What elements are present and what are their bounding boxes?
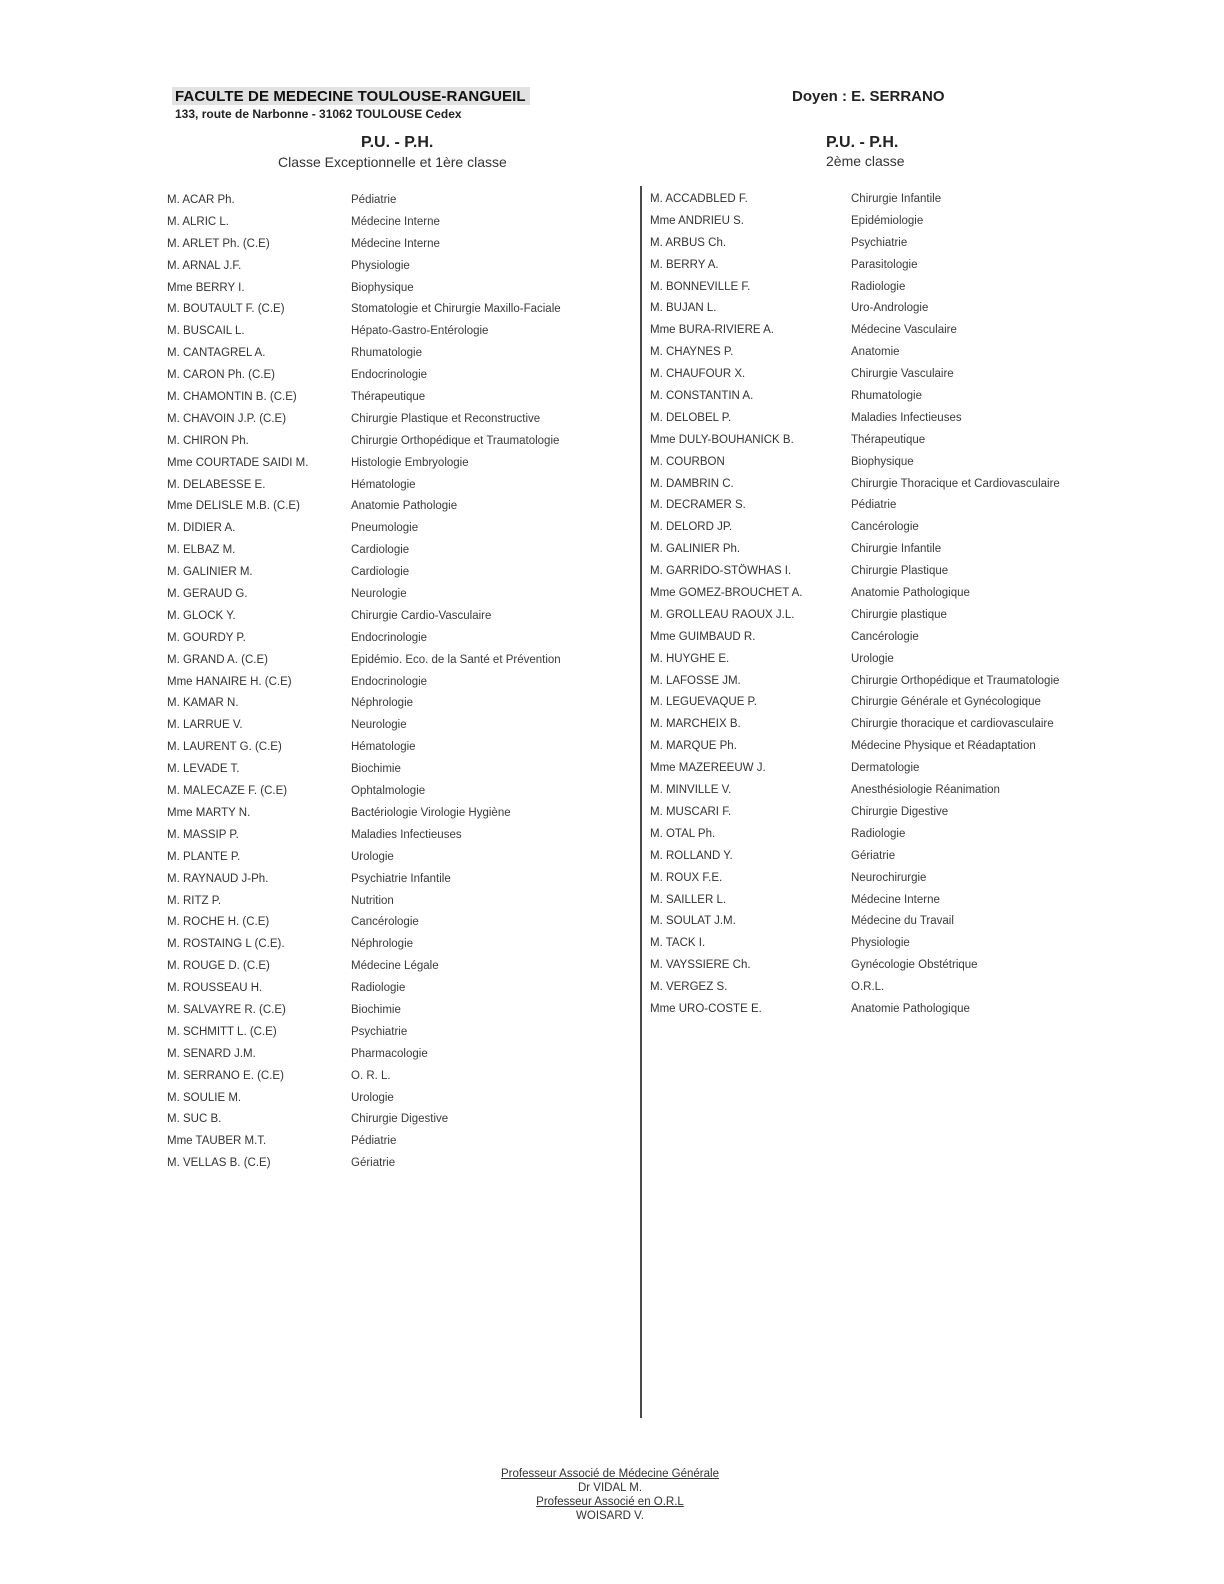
professor-row (167, 347, 607, 369)
professor-row (167, 522, 607, 544)
professor-specialty: Médecine Interne (851, 893, 940, 906)
professor-name: M. BOUTAULT F. (C.E) (167, 303, 285, 316)
professor-row (650, 281, 1100, 303)
professor-specialty: O.R.L. (851, 981, 885, 994)
professor-row (650, 937, 1100, 959)
professor-specialty: Médecine Interne (351, 215, 440, 228)
professor-row (167, 413, 607, 435)
professor-specialty: Chirurgie Générale et Gynécologique (851, 696, 1041, 709)
professor-specialty: Chirurgie Orthopédique et Traumatologie (851, 674, 1060, 687)
professor-specialty: Physiologie (351, 259, 410, 272)
professor-name: M. VERGEZ S. (650, 981, 728, 994)
professor-row (650, 193, 1100, 215)
professor-specialty: Urologie (351, 1091, 394, 1104)
professor-specialty: Pharmacologie (351, 1047, 428, 1060)
professor-name: M. GLOCK Y. (167, 609, 236, 622)
professor-name: M. SAILLER L. (650, 893, 727, 906)
professor-name: M. GRAND A. (C.E) (167, 653, 268, 666)
professor-row (167, 479, 607, 501)
professor-specialty: Chirurgie Digestive (851, 805, 949, 818)
professor-name: M. DELOBEL P. (650, 411, 732, 424)
professor-row (167, 873, 607, 895)
professor-row (650, 456, 1100, 478)
professor-row (167, 544, 607, 566)
faculty-title: FACULTE DE MEDECINE TOULOUSE-RANGUEIL (172, 87, 530, 105)
professor-specialty: Cancérologie (851, 521, 919, 534)
footer-person-2: WOISARD V. (576, 1510, 644, 1522)
left-column-title: P.U. - P.H. (361, 134, 434, 151)
professor-name: M. SENARD J.M. (167, 1047, 256, 1060)
professor-row (167, 807, 607, 829)
professor-row (167, 1157, 607, 1179)
professor-name: Mme GUIMBAUD R. (650, 630, 756, 643)
professor-row (650, 981, 1100, 1003)
professor-name: M. SOULAT J.M. (650, 915, 736, 928)
professor-name: M. TACK I. (650, 937, 706, 950)
professor-row (650, 215, 1100, 237)
column-divider (640, 186, 642, 1418)
professor-specialty: Radiologie (851, 280, 906, 293)
professor-specialty: Anatomie Pathologique (851, 587, 970, 600)
professor-name: M. SCHMITT L. (C.E) (167, 1025, 277, 1038)
professor-specialty: Radiologie (851, 827, 906, 840)
professor-name: M. BUJAN L. (650, 302, 717, 315)
professor-name: M. ARLET Ph. (C.E) (167, 237, 270, 250)
professor-row (167, 369, 607, 391)
professor-specialty: Rhumatologie (851, 390, 922, 403)
professor-name: M. GALINIER M. (167, 566, 253, 579)
professor-row (167, 851, 607, 873)
professor-specialty: Histologie Embryologie (351, 456, 469, 469)
professor-name: M. SALVAYRE R. (C.E) (167, 1003, 286, 1016)
professor-row (167, 260, 607, 282)
professor-specialty: Anatomie (851, 346, 900, 359)
professor-specialty: Neurologie (351, 719, 407, 732)
professor-name: M. MARQUE Ph. (650, 740, 737, 753)
professor-specialty: Chirurgie Infantile (851, 193, 942, 205)
professor-name: Mme DULY-BOUHANICK B. (650, 433, 794, 446)
professor-name: M. DECRAMER S. (650, 499, 746, 512)
professor-name: M. COURBON (650, 455, 725, 468)
professor-row (650, 302, 1100, 324)
professor-name: M. SERRANO E. (C.E) (167, 1069, 284, 1082)
professor-name: M. GOURDY P. (167, 631, 246, 644)
professor-specialty: Médecine Vasculaire (851, 324, 957, 337)
professor-specialty: Chirurgie Infantile (851, 543, 942, 556)
professor-name: M. HUYGHE E. (650, 652, 730, 665)
professor-specialty: Anatomie Pathologie (351, 500, 458, 513)
professor-specialty: Neurologie (351, 588, 407, 601)
professor-specialty: Cancérologie (351, 916, 419, 929)
professor-specialty: Radiologie (351, 982, 406, 995)
professor-row (650, 368, 1100, 390)
professor-row (167, 1113, 607, 1135)
professor-specialty: Pneumologie (351, 522, 419, 535)
professor-name: M. GALINIER Ph. (650, 543, 741, 556)
professor-row (650, 390, 1100, 412)
professor-specialty: Médecine du Travail (851, 915, 954, 928)
professor-row (167, 697, 607, 719)
professor-row (650, 543, 1100, 565)
professor-row (167, 588, 607, 610)
professor-name: Mme TAUBER M.T. (167, 1135, 267, 1148)
professor-row (167, 566, 607, 588)
professor-name: M. MASSIP P. (167, 828, 239, 841)
professor-specialty: Cardiologie (351, 566, 410, 579)
professor-name: M. CHIRON Ph. (167, 434, 249, 447)
professor-row (650, 1003, 1100, 1025)
footer-role-2: Professeur Associé en O.R.L (536, 1496, 684, 1508)
professor-row (650, 324, 1100, 346)
professor-specialty: Hématologie (351, 741, 416, 754)
faculty-address: 133, route de Narbonne - 31062 TOULOUSE Cedex (175, 107, 462, 121)
professor-specialty: Nutrition (351, 894, 394, 907)
professor-specialty: Physiologie (851, 937, 910, 950)
professor-name: M. ELBAZ M. (167, 544, 236, 557)
professor-row (167, 785, 607, 807)
professor-specialty: Médecine Interne (351, 237, 440, 250)
professor-row (167, 960, 607, 982)
professor-name: M. OTAL Ph. (650, 827, 716, 840)
professor-name: M. GERAUD G. (167, 588, 248, 601)
professor-name: M. PLANTE P. (167, 850, 241, 863)
professor-specialty: Endocrinologie (351, 675, 428, 688)
professor-name: M. ROUSSEAU H. (167, 982, 263, 995)
professor-specialty: Psychiatrie (851, 236, 908, 249)
professor-name: M. BUSCAIL L. (167, 325, 245, 338)
professor-row (650, 828, 1100, 850)
professor-name: M. DAMBRIN C. (650, 477, 734, 490)
professor-specialty: Gériatrie (851, 849, 896, 862)
professor-name: M. MINVILLE V. (650, 784, 732, 797)
professor-name: M. SUC B. (167, 1113, 222, 1126)
professor-specialty: Bactériologie Virologie Hygiène (351, 806, 511, 819)
professor-specialty: Chirurgie plastique (851, 608, 947, 621)
professor-row (167, 676, 607, 698)
professor-name: M. CHAVOIN J.P. (C.E) (167, 412, 287, 425)
professor-row (650, 609, 1100, 631)
professor-name: M. CHAMONTIN B. (C.E) (167, 391, 297, 404)
professor-name: M. CONSTANTIN A. (650, 390, 754, 403)
professor-row (650, 806, 1100, 828)
professor-row (650, 259, 1100, 281)
professor-specialty: Chirurgie Cardio-Vasculaire (351, 609, 492, 622)
professor-row (650, 237, 1100, 259)
professor-row (650, 784, 1100, 806)
left-professor-list (167, 194, 607, 1179)
professor-row (650, 959, 1100, 981)
professor-specialty: Biochimie (351, 1003, 401, 1016)
professor-row (167, 238, 607, 260)
professor-name: M. MARCHEIX B. (650, 718, 741, 731)
professor-specialty: Anatomie Pathologique (851, 1002, 970, 1015)
professor-name: M. LAFOSSE JM. (650, 674, 741, 687)
professor-specialty: Dermatologie (851, 762, 920, 775)
professor-row (167, 982, 607, 1004)
professor-row (167, 194, 607, 216)
professor-specialty: Chirurgie thoracique et cardiovasculaire (851, 718, 1054, 731)
professor-specialty: Epidémio. Eco. de la Santé et Prévention (351, 653, 561, 666)
professor-row (650, 718, 1100, 740)
professor-name: M. ROUX F.E. (650, 871, 723, 884)
professor-row (167, 1026, 607, 1048)
professor-specialty: Urologie (351, 850, 394, 863)
professor-name: M. LARRUE V. (167, 719, 243, 732)
professor-specialty: Biochimie (351, 763, 401, 776)
professor-name: Mme ANDRIEU S. (650, 214, 744, 227)
professor-row (650, 915, 1100, 937)
professor-row (167, 719, 607, 741)
professor-name: M. BERRY A. (650, 258, 719, 271)
professor-row (167, 1048, 607, 1070)
professor-specialty: Chirurgie Orthopédique et Traumatologie (351, 434, 560, 447)
professor-name: M. CANTAGREL A. (167, 347, 266, 360)
professor-name: M. CHAYNES P. (650, 346, 734, 359)
professor-row (650, 412, 1100, 434)
professor-name: M. ARNAL J.F. (167, 259, 242, 272)
professor-row (650, 740, 1100, 762)
professor-name: M. DELABESSE E. (167, 478, 266, 491)
professor-specialty: Chirurgie Thoracique et Cardiovasculaire (851, 477, 1060, 490)
right-professor-list (650, 193, 1100, 1025)
professor-name: M. ROLLAND Y. (650, 849, 733, 862)
professor-name: M. LAURENT G. (C.E) (167, 741, 282, 754)
professor-name: M. GROLLEAU RAOUX J.L. (650, 608, 795, 621)
professor-name: M. CARON Ph. (C.E) (167, 369, 275, 382)
footer (380, 1467, 840, 1523)
professor-row (167, 1004, 607, 1026)
professor-row (650, 587, 1100, 609)
professor-name: M. ROUGE D. (C.E) (167, 960, 270, 973)
professor-specialty: Stomatologie et Chirurgie Maxillo-Faciale (351, 303, 561, 316)
professor-row (167, 500, 607, 522)
professor-specialty: Néphrologie (351, 938, 414, 951)
professor-specialty: Chirurgie Plastique et Reconstructive (351, 412, 541, 425)
professor-name: M. RITZ P. (167, 894, 222, 907)
professor-row (167, 763, 607, 785)
professor-specialty: Endocrinologie (351, 631, 428, 644)
professor-row (167, 610, 607, 632)
professor-specialty: Biophysique (851, 455, 914, 468)
professor-specialty: Pédiatrie (351, 1135, 397, 1148)
professor-name: M. MALECAZE F. (C.E) (167, 785, 288, 798)
professor-name: M. ARBUS Ch. (650, 236, 727, 249)
professor-specialty: Biophysique (351, 281, 414, 294)
professor-name: M. KAMAR N. (167, 697, 239, 710)
professor-specialty: Urologie (851, 652, 894, 665)
professor-specialty: Thérapeutique (351, 391, 426, 404)
professor-name: Mme MARTY N. (167, 806, 251, 819)
professor-name: Mme COURTADE SAIDI M. (167, 456, 309, 469)
professor-specialty: Médecine Légale (351, 960, 439, 973)
professor-row (167, 1070, 607, 1092)
professor-specialty: O. R. L. (351, 1069, 391, 1082)
professor-row (167, 282, 607, 304)
professor-name: M. VELLAS B. (C.E) (167, 1157, 271, 1170)
professor-specialty: Endocrinologie (351, 369, 428, 382)
professor-specialty: Hématologie (351, 478, 416, 491)
professor-name: Mme BERRY I. (167, 281, 245, 294)
professor-specialty: Thérapeutique (851, 433, 926, 446)
professor-specialty: Maladies Infectieuses (351, 828, 462, 841)
professor-row (167, 632, 607, 654)
professor-name: Mme BURA-RIVIERE A. (650, 324, 774, 337)
professor-row (167, 216, 607, 238)
professor-specialty: Parasitologie (851, 258, 918, 271)
professor-name: M. ROCHE H. (C.E) (167, 916, 270, 929)
professor-specialty: Cardiologie (351, 544, 410, 557)
professor-row (167, 391, 607, 413)
professor-row (167, 654, 607, 676)
professor-specialty: Uro-Andrologie (851, 302, 929, 315)
professor-specialty: Psychiatrie Infantile (351, 872, 451, 885)
professor-row (650, 675, 1100, 697)
professor-specialty: Pédiatrie (851, 499, 897, 512)
professor-row (167, 916, 607, 938)
professor-row (167, 938, 607, 960)
professor-row (167, 303, 607, 325)
professor-specialty: Anesthésiologie Réanimation (851, 784, 1000, 797)
professor-row (650, 521, 1100, 543)
professor-name: M. DELORD JP. (650, 521, 733, 534)
professor-specialty: Médecine Physique et Réadaptation (851, 740, 1036, 753)
professor-row (650, 653, 1100, 675)
professor-row (167, 435, 607, 457)
professor-row (650, 434, 1100, 456)
professor-row (167, 1135, 607, 1157)
professor-name: Mme DELISLE M.B. (C.E) (167, 500, 300, 513)
professor-name: M. VAYSSIERE Ch. (650, 959, 751, 972)
professor-specialty: Neurochirurgie (851, 871, 927, 884)
professor-specialty: Chirurgie Vasculaire (851, 368, 954, 381)
professor-specialty: Cancérologie (851, 630, 919, 643)
professor-row (650, 872, 1100, 894)
professor-name: M. RAYNAUD J-Ph. (167, 872, 269, 885)
professor-row (650, 894, 1100, 916)
footer-person-1: Dr VIDAL M. (577, 1482, 643, 1494)
professor-row (650, 631, 1100, 653)
dean-label: Doyen : E. SERRANO (792, 88, 945, 105)
left-column-subtitle: Classe Exceptionnelle et 1ère classe (278, 154, 507, 170)
professor-specialty: Psychiatrie (351, 1025, 408, 1038)
professor-specialty: Rhumatologie (351, 347, 422, 360)
professor-name: M. MUSCARI F. (650, 805, 732, 818)
professor-name: M. BONNEVILLE F. (650, 280, 751, 293)
professor-specialty: Néphrologie (351, 697, 414, 710)
professor-specialty: Gériatrie (351, 1157, 396, 1170)
professor-name: M. CHAUFOUR X. (650, 368, 746, 381)
professor-name: M. ROSTAING L (C.E). (167, 938, 285, 951)
footer-role-1: Professeur Associé de Médecine Générale (501, 1468, 719, 1480)
professor-row (167, 829, 607, 851)
professor-row (167, 325, 607, 347)
professor-row (650, 696, 1100, 718)
professor-name: M. LEVADE T. (167, 763, 240, 776)
professor-specialty: Ophtalmologie (351, 785, 426, 798)
professor-name: M. LEGUEVAQUE P. (650, 696, 757, 709)
professor-row (167, 1092, 607, 1114)
professor-name: Mme URO-COSTE E. (650, 1002, 762, 1015)
professor-row (650, 478, 1100, 500)
professor-row (650, 565, 1100, 587)
right-column-title: P.U. - P.H. (826, 134, 899, 151)
professor-name: M. ALRIC L. (167, 215, 229, 228)
professor-name: M. ACCADBLED F. (650, 193, 748, 205)
professor-name: M. SOULIE M. (167, 1091, 242, 1104)
right-column-subtitle: 2ème classe (826, 153, 905, 169)
professor-name: M. ACAR Ph. (167, 194, 235, 206)
professor-specialty: Maladies Infectieuses (851, 411, 962, 424)
professor-specialty: Epidémiologie (851, 214, 924, 227)
professor-specialty: Gynécologie Obstétrique (851, 959, 978, 972)
professor-row (167, 895, 607, 917)
professor-specialty: Chirurgie Digestive (351, 1113, 449, 1126)
professor-name: Mme HANAIRE H. (C.E) (167, 675, 292, 688)
professor-row (650, 346, 1100, 368)
professor-row (167, 457, 607, 479)
professor-row (650, 850, 1100, 872)
professor-name: M. DIDIER A. (167, 522, 236, 535)
professor-name: M. GARRIDO-STÖWHAS I. (650, 565, 792, 578)
professor-specialty: Pédiatrie (351, 194, 397, 206)
professor-row (650, 762, 1100, 784)
professor-row (650, 499, 1100, 521)
professor-name: Mme GOMEZ-BROUCHET A. (650, 587, 803, 600)
professor-specialty: Hépato-Gastro-Entérologie (351, 325, 489, 338)
professor-name: Mme MAZEREEUW J. (650, 762, 766, 775)
professor-specialty: Chirurgie Plastique (851, 565, 949, 578)
professor-row (167, 741, 607, 763)
